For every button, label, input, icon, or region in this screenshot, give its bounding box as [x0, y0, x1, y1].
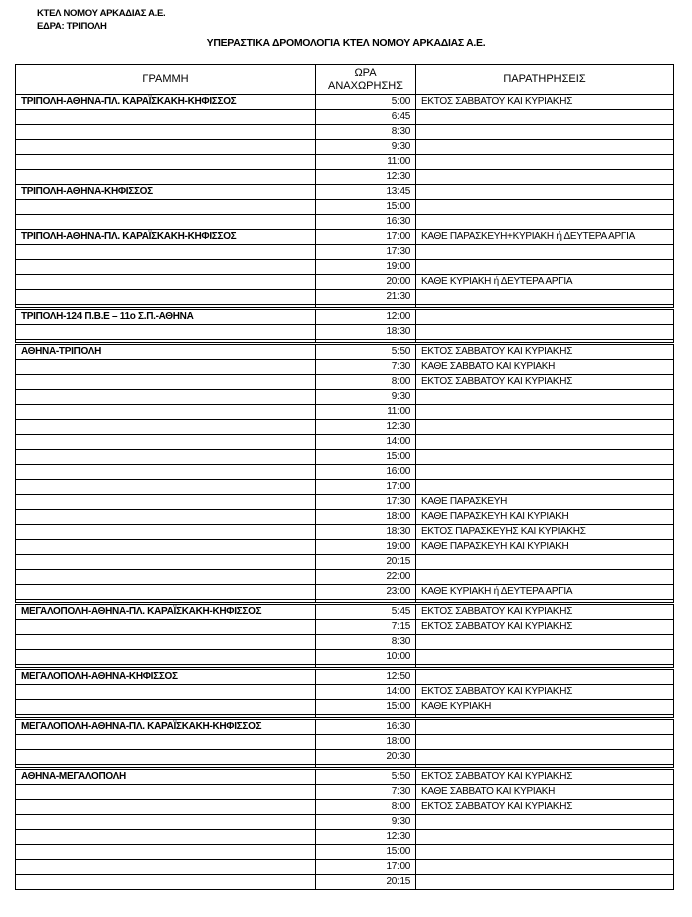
route-cell [16, 785, 316, 800]
table-row [16, 750, 674, 765]
note-cell [416, 405, 674, 420]
note-cell: ΚΑΘΕ ΣΑΒΒΑΤΟ ΚΑΙ ΚΥΡΙΑΚΗ [416, 785, 674, 800]
time-cell: 11:00 [316, 155, 416, 170]
note-cell [416, 200, 674, 215]
time-cell: 8:30 [316, 125, 416, 140]
table-row [16, 685, 674, 700]
note-cell: ΚΑΘΕ ΚΥΡΙΑΚΗ ή ΔΕΥΤΕΡΑ ΑΡΓΙΑ [416, 585, 674, 600]
route-cell [16, 125, 316, 140]
time-cell: 5:50 [316, 344, 416, 360]
route-cell: ΜΕΓΑΛΟΠΟΛΗ-ΑΘΗΝΑ-ΠΛ. ΚΑΡΑΪΣΚΑΚΗ-ΚΗΦΙΣΣΟΣ [16, 719, 316, 735]
route-cell [16, 650, 316, 665]
table-row [16, 540, 674, 555]
table-row [16, 140, 674, 155]
note-cell [416, 735, 674, 750]
time-cell: 9:30 [316, 140, 416, 155]
route-cell [16, 375, 316, 390]
note-cell: ΚΑΘΕ ΚΥΡΙΑΚΗ ή ΔΕΥΤΕΡΑ ΑΡΓΙΑ [416, 275, 674, 290]
time-header-line2: ΑΝΑΧΩΡΗΣΗΣ [327, 79, 403, 92]
route-cell [16, 275, 316, 290]
table-row [16, 245, 674, 260]
route-cell [16, 420, 316, 435]
table-row [16, 465, 674, 480]
note-cell [416, 185, 674, 200]
route-cell [16, 685, 316, 700]
time-cell: 21:30 [316, 290, 416, 305]
table-row [16, 170, 674, 185]
note-cell: ΚΑΘΕ ΠΑΡΑΣΚΕΥΗ+ΚΥΡΙΑΚΗ ή ΔΕΥΤΕΡΑ ΑΡΓΙΑ [416, 230, 674, 245]
table-row [16, 325, 674, 340]
note-cell [416, 110, 674, 125]
route-cell: ΤΡΙΠΟΛΗ-ΑΘΗΝΑ-ΠΛ. ΚΑΡΑΪΣΚΑΚΗ-ΚΗΦΙΣΣΟΣ [16, 95, 316, 110]
table-row [16, 669, 674, 685]
note-cell [416, 650, 674, 665]
route-cell [16, 620, 316, 635]
company-name: ΚΤΕΛ ΝΟΜΟΥ ΑΡΚΑΔΙΑΣ Α.Ε. [37, 8, 166, 19]
time-cell: 9:30 [316, 815, 416, 830]
route-cell [16, 110, 316, 125]
table-row [16, 480, 674, 495]
table-row [16, 700, 674, 715]
schedule-table [15, 64, 674, 890]
note-cell [416, 815, 674, 830]
table-row [16, 875, 674, 890]
notes-column-header: ΠΑΡΑΤΗΡΗΣΕΙΣ [416, 65, 674, 95]
route-cell: ΑΘΗΝΑ-ΤΡΙΠΟΛΗ [16, 344, 316, 360]
table-header-row [16, 65, 674, 95]
time-cell: 5:45 [316, 604, 416, 620]
time-cell: 14:00 [316, 685, 416, 700]
table-row [16, 290, 674, 305]
table-row [16, 390, 674, 405]
note-cell [416, 155, 674, 170]
table-row [16, 215, 674, 230]
time-cell: 19:00 [316, 260, 416, 275]
time-cell: 6:45 [316, 110, 416, 125]
table-row [16, 860, 674, 875]
note-cell: ΚΑΘΕ ΠΑΡΑΣΚΕΥΗ ΚΑΙ ΚΥΡΙΑΚΗ [416, 540, 674, 555]
time-column-header [316, 65, 416, 95]
table-row [16, 200, 674, 215]
note-cell [416, 245, 674, 260]
table-row [16, 555, 674, 570]
table-row [16, 155, 674, 170]
route-cell [16, 845, 316, 860]
route-cell: ΜΕΓΑΛΟΠΟΛΗ-ΑΘΗΝΑ-ΠΛ. ΚΑΡΑΪΣΚΑΚΗ-ΚΗΦΙΣΣΟΣ [16, 604, 316, 620]
route-cell [16, 830, 316, 845]
note-cell: ΚΑΘΕ ΚΥΡΙΑΚΗ [416, 700, 674, 715]
table-row [16, 815, 674, 830]
table-row [16, 420, 674, 435]
time-cell: 18:00 [316, 735, 416, 750]
route-cell [16, 290, 316, 305]
table-row [16, 495, 674, 510]
note-cell [416, 570, 674, 585]
table-row [16, 800, 674, 815]
note-cell [416, 260, 674, 275]
page-title: ΥΠΕΡΑΣΤΙΚΑ ΔΡΟΜΟΛΟΓΙΑ ΚΤΕΛ ΝΟΜΟΥ ΑΡΚΑΔΙΑΣ Α.Ε. [206, 37, 486, 49]
route-cell [16, 200, 316, 215]
time-cell: 15:00 [316, 450, 416, 465]
note-cell [416, 875, 674, 890]
note-cell [416, 669, 674, 685]
note-cell: ΕΚΤΟΣ ΣΑΒΒΑΤΟΥ ΚΑΙ ΚΥΡΙΑΚΗΣ [416, 375, 674, 390]
time-cell: 17:00 [316, 230, 416, 245]
table-row [16, 344, 674, 360]
time-cell: 16:30 [316, 719, 416, 735]
table-row [16, 309, 674, 325]
route-cell [16, 700, 316, 715]
route-cell [16, 510, 316, 525]
note-cell [416, 290, 674, 305]
note-cell [416, 325, 674, 340]
time-cell: 17:00 [316, 480, 416, 495]
route-cell [16, 215, 316, 230]
note-cell: ΕΚΤΟΣ ΣΑΒΒΑΤΟΥ ΚΑΙ ΚΥΡΙΑΚΗΣ [416, 604, 674, 620]
table-row [16, 735, 674, 750]
route-cell [16, 555, 316, 570]
time-cell: 20:15 [316, 875, 416, 890]
time-cell: 15:00 [316, 200, 416, 215]
time-cell: 5:50 [316, 769, 416, 785]
note-cell [416, 309, 674, 325]
route-cell [16, 405, 316, 420]
table-row [16, 719, 674, 735]
time-cell: 17:30 [316, 245, 416, 260]
table-row [16, 125, 674, 140]
note-cell: ΚΑΘΕ ΣΑΒΒΑΤΟ ΚΑΙ ΚΥΡΙΑΚΗ [416, 360, 674, 375]
note-cell: ΕΚΤΟΣ ΣΑΒΒΑΤΟΥ ΚΑΙ ΚΥΡΙΑΚΗΣ [416, 800, 674, 815]
route-cell: ΜΕΓΑΛΟΠΟΛΗ-ΑΘΗΝΑ-ΚΗΦΙΣΣΟΣ [16, 669, 316, 685]
note-cell [416, 465, 674, 480]
time-cell: 23:00 [316, 585, 416, 600]
table-row [16, 845, 674, 860]
note-cell [416, 719, 674, 735]
note-cell [416, 125, 674, 140]
table-row [16, 604, 674, 620]
time-cell: 15:00 [316, 845, 416, 860]
note-cell: ΕΚΤΟΣ ΣΑΒΒΑΤΟΥ ΚΑΙ ΚΥΡΙΑΚΗΣ [416, 620, 674, 635]
table-row [16, 510, 674, 525]
table-row [16, 435, 674, 450]
route-cell [16, 325, 316, 340]
time-cell: 16:00 [316, 465, 416, 480]
route-cell [16, 750, 316, 765]
route-cell [16, 155, 316, 170]
table-row [16, 185, 674, 200]
time-cell: 15:00 [316, 700, 416, 715]
table-row [16, 275, 674, 290]
time-cell: 17:00 [316, 860, 416, 875]
route-cell [16, 735, 316, 750]
table-row [16, 95, 674, 110]
table-row [16, 830, 674, 845]
note-cell [416, 750, 674, 765]
note-cell: ΚΑΘΕ ΠΑΡΑΣΚΕΥΗ ΚΑΙ ΚΥΡΙΑΚΗ [416, 510, 674, 525]
route-cell [16, 390, 316, 405]
note-cell [416, 860, 674, 875]
table-row [16, 585, 674, 600]
time-cell: 16:30 [316, 215, 416, 230]
time-cell: 18:30 [316, 525, 416, 540]
schedule-body [16, 95, 674, 890]
table-row [16, 785, 674, 800]
time-cell: 5:00 [316, 95, 416, 110]
time-cell: 8:00 [316, 800, 416, 815]
route-cell [16, 875, 316, 890]
table-row [16, 570, 674, 585]
route-cell [16, 860, 316, 875]
note-cell: ΕΚΤΟΣ ΣΑΒΒΑΤΟΥ ΚΑΙ ΚΥΡΙΑΚΗΣ [416, 769, 674, 785]
table-row [16, 769, 674, 785]
time-cell: 7:15 [316, 620, 416, 635]
route-cell [16, 635, 316, 650]
table-row [16, 635, 674, 650]
time-cell: 12:00 [316, 309, 416, 325]
route-cell [16, 585, 316, 600]
time-cell: 19:00 [316, 540, 416, 555]
time-cell: 11:00 [316, 405, 416, 420]
note-cell [416, 635, 674, 650]
route-cell: ΤΡΙΠΟΛΗ-124 Π.Β.Ε – 11ο Σ.Π.-ΑΘΗΝΑ [16, 309, 316, 325]
time-cell: 8:30 [316, 635, 416, 650]
note-cell [416, 215, 674, 230]
route-cell [16, 525, 316, 540]
note-cell [416, 450, 674, 465]
route-cell [16, 245, 316, 260]
time-cell: 12:50 [316, 669, 416, 685]
time-cell: 20:30 [316, 750, 416, 765]
time-cell: 12:30 [316, 170, 416, 185]
table-row [16, 375, 674, 390]
note-cell [416, 435, 674, 450]
table-row [16, 525, 674, 540]
table-row [16, 450, 674, 465]
table-row [16, 360, 674, 375]
note-cell: ΕΚΤΟΣ ΣΑΒΒΑΤΟΥ ΚΑΙ ΚΥΡΙΑΚΗΣ [416, 685, 674, 700]
time-cell: 14:00 [316, 435, 416, 450]
route-cell [16, 140, 316, 155]
route-cell [16, 170, 316, 185]
company-seat: ΕΔΡΑ: ΤΡΙΠΟΛΗ [37, 21, 107, 32]
note-cell [416, 140, 674, 155]
route-cell [16, 800, 316, 815]
route-cell [16, 435, 316, 450]
route-column-header: ΓΡΑΜΜΗ [16, 65, 316, 95]
note-cell: ΕΚΤΟΣ ΣΑΒΒΑΤΟΥ ΚΑΙ ΚΥΡΙΑΚΗΣ [416, 95, 674, 110]
route-cell [16, 260, 316, 275]
table-row [16, 110, 674, 125]
note-cell [416, 420, 674, 435]
route-cell [16, 360, 316, 375]
route-cell [16, 815, 316, 830]
time-cell: 7:30 [316, 785, 416, 800]
note-cell [416, 845, 674, 860]
note-cell [416, 830, 674, 845]
note-cell: ΕΚΤΟΣ ΣΑΒΒΑΤΟΥ ΚΑΙ ΚΥΡΙΑΚΗΣ [416, 344, 674, 360]
time-cell: 10:00 [316, 650, 416, 665]
time-cell: 12:30 [316, 830, 416, 845]
note-cell [416, 170, 674, 185]
time-header-line1: ΩΡΑ [354, 66, 377, 79]
time-cell: 20:00 [316, 275, 416, 290]
time-cell: 9:30 [316, 390, 416, 405]
route-cell [16, 450, 316, 465]
route-cell [16, 465, 316, 480]
table-row [16, 230, 674, 245]
table-row [16, 405, 674, 420]
time-cell: 20:15 [316, 555, 416, 570]
note-cell [416, 390, 674, 405]
note-cell: ΚΑΘΕ ΠΑΡΑΣΚΕΥΗ [416, 495, 674, 510]
route-cell [16, 570, 316, 585]
route-cell: ΑΘΗΝΑ-ΜΕΓΑΛΟΠΟΛΗ [16, 769, 316, 785]
table-row [16, 620, 674, 635]
time-cell: 7:30 [316, 360, 416, 375]
route-cell [16, 495, 316, 510]
time-cell: 17:30 [316, 495, 416, 510]
route-cell: ΤΡΙΠΟΛΗ-ΑΘΗΝΑ-ΠΛ. ΚΑΡΑΪΣΚΑΚΗ-ΚΗΦΙΣΣΟΣ [16, 230, 316, 245]
route-cell: ΤΡΙΠΟΛΗ-ΑΘΗΝΑ-ΚΗΦΙΣΣΟΣ [16, 185, 316, 200]
table-row [16, 260, 674, 275]
time-cell: 22:00 [316, 570, 416, 585]
note-cell: ΕΚΤΟΣ ΠΑΡΑΣΚΕΥΗΣ ΚΑΙ ΚΥΡΙΑΚΗΣ [416, 525, 674, 540]
note-cell [416, 480, 674, 495]
time-cell: 12:30 [316, 420, 416, 435]
time-cell: 8:00 [316, 375, 416, 390]
time-cell: 18:30 [316, 325, 416, 340]
route-cell [16, 540, 316, 555]
table-row [16, 650, 674, 665]
note-cell [416, 555, 674, 570]
time-cell: 13:45 [316, 185, 416, 200]
route-cell [16, 480, 316, 495]
time-cell: 18:00 [316, 510, 416, 525]
